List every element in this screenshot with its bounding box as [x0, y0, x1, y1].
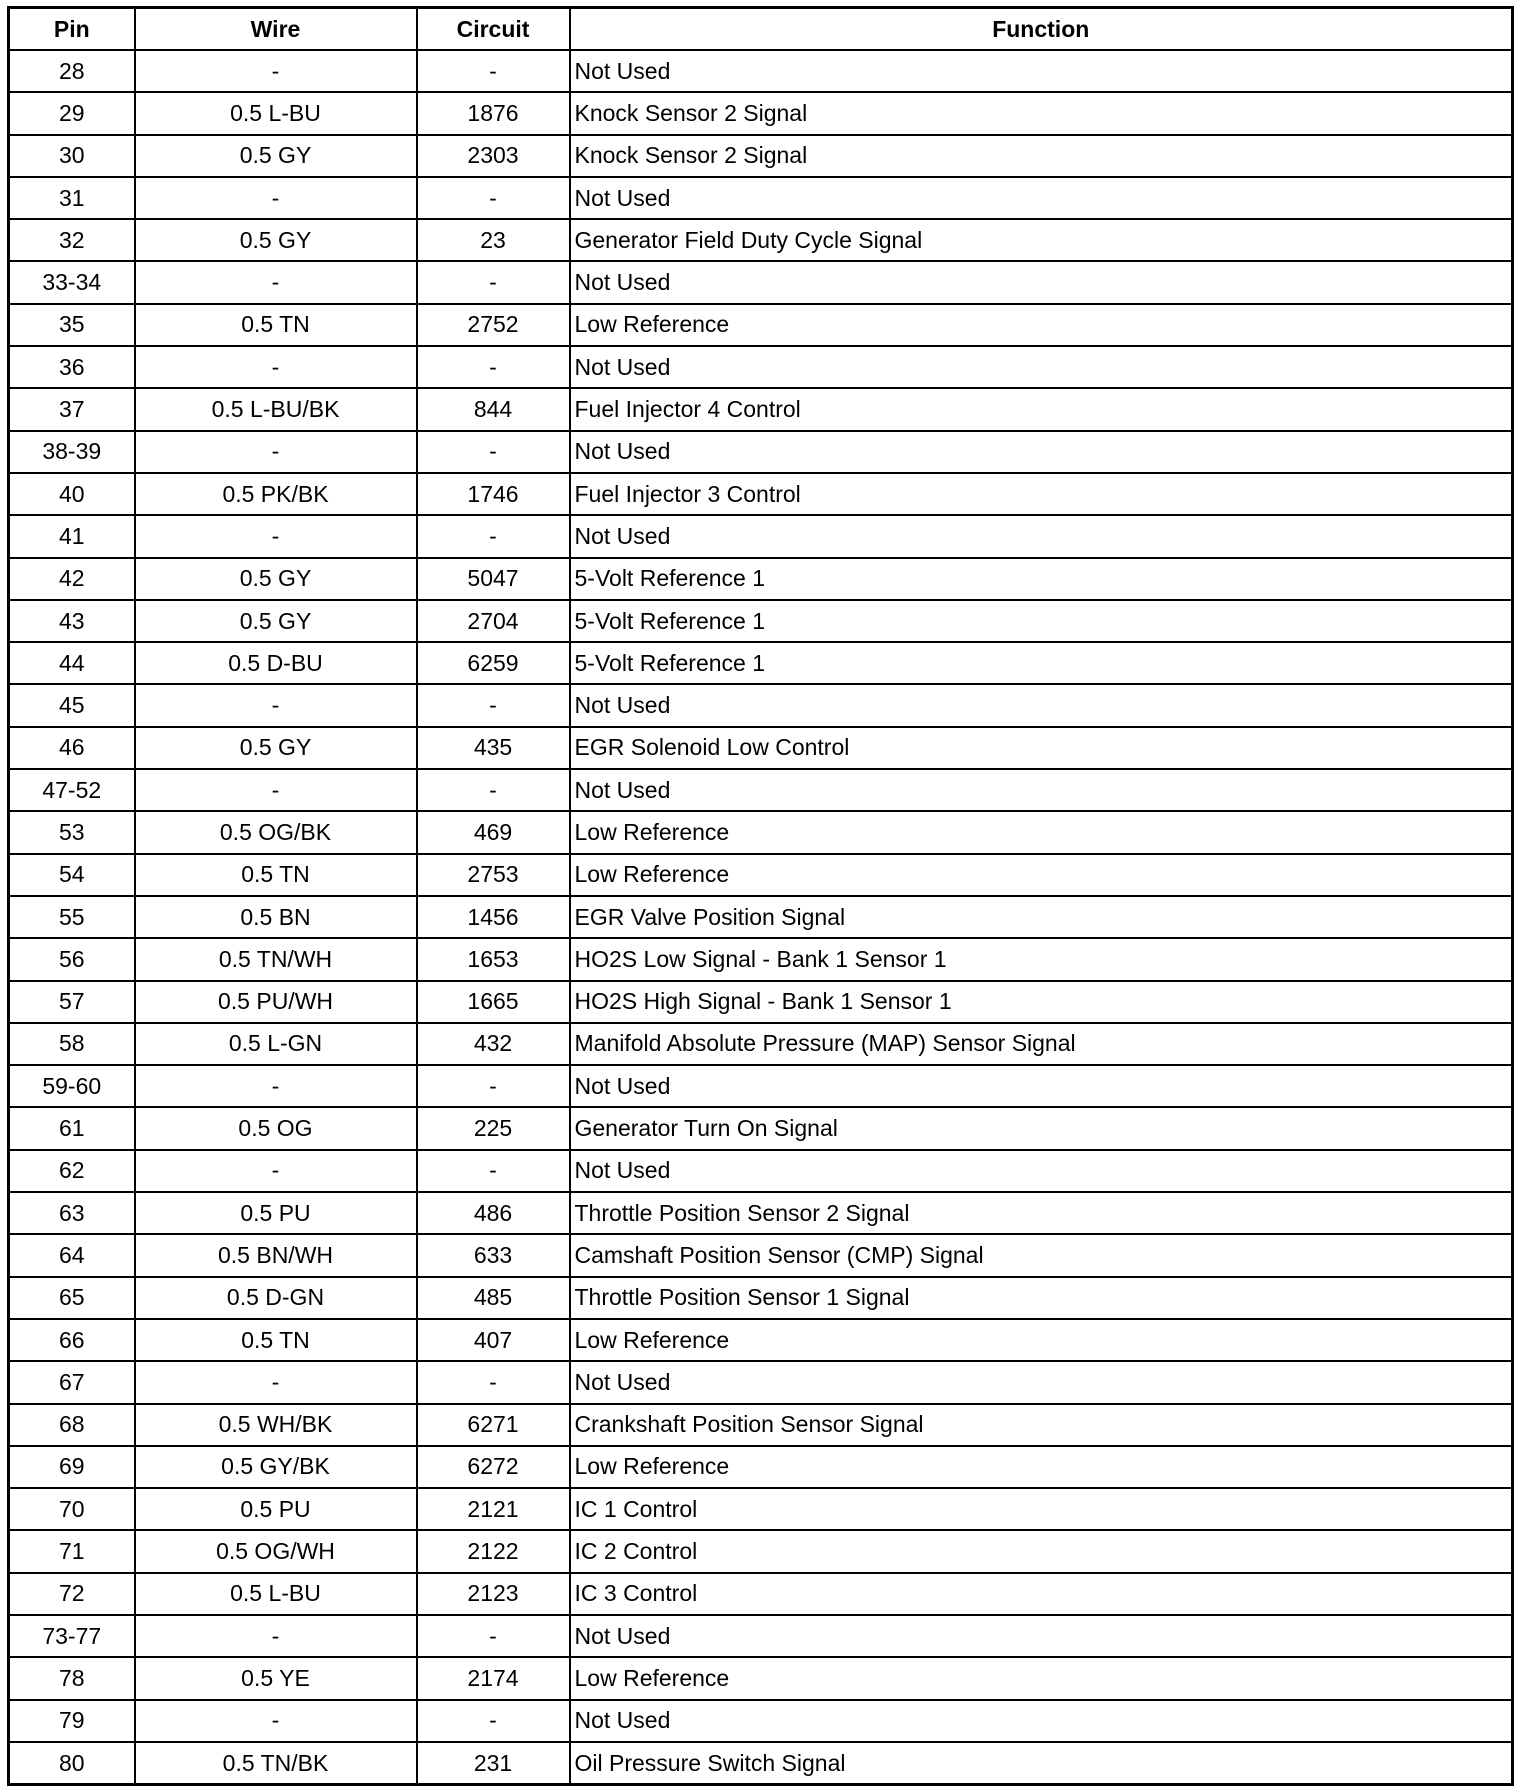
- wire-cell: 0.5 GY: [135, 135, 417, 177]
- wire-cell: -: [135, 1615, 417, 1657]
- circuit-cell: 2122: [417, 1530, 570, 1572]
- pin-cell: 38-39: [9, 431, 135, 473]
- pin-cell: 69: [9, 1446, 135, 1488]
- wire-cell: -: [135, 515, 417, 557]
- table-row: [9, 473, 1513, 515]
- pin-cell: 29: [9, 92, 135, 134]
- header-pin: Pin: [9, 8, 135, 51]
- table-row: [9, 981, 1513, 1023]
- table-row: [9, 727, 1513, 769]
- circuit-cell: -: [417, 1065, 570, 1107]
- function-cell: Low Reference: [570, 304, 1513, 346]
- wire-cell: 0.5 PU: [135, 1192, 417, 1234]
- function-cell: Not Used: [570, 1361, 1513, 1403]
- table-row: [9, 769, 1513, 811]
- table-row: [9, 135, 1513, 177]
- function-cell: Throttle Position Sensor 2 Signal: [570, 1192, 1513, 1234]
- function-cell: Not Used: [570, 1065, 1513, 1107]
- table-row: [9, 1615, 1513, 1657]
- table-body: [9, 50, 1513, 1785]
- table-row: [9, 1361, 1513, 1403]
- pin-cell: 37: [9, 388, 135, 430]
- function-cell: Not Used: [570, 261, 1513, 303]
- pin-cell: 70: [9, 1488, 135, 1530]
- circuit-cell: 1456: [417, 896, 570, 938]
- wire-cell: -: [135, 261, 417, 303]
- function-cell: Low Reference: [570, 1446, 1513, 1488]
- function-cell: Low Reference: [570, 1319, 1513, 1361]
- wire-cell: 0.5 OG/WH: [135, 1530, 417, 1572]
- wire-cell: 0.5 L-GN: [135, 1023, 417, 1065]
- function-cell: Not Used: [570, 1615, 1513, 1657]
- wire-cell: 0.5 GY/BK: [135, 1446, 417, 1488]
- wire-cell: -: [135, 1361, 417, 1403]
- wire-cell: 0.5 PU: [135, 1488, 417, 1530]
- pin-cell: 79: [9, 1700, 135, 1742]
- pin-cell: 57: [9, 981, 135, 1023]
- pin-cell: 54: [9, 854, 135, 896]
- table-row: [9, 811, 1513, 853]
- wire-cell: 0.5 PU/WH: [135, 981, 417, 1023]
- pin-cell: 72: [9, 1573, 135, 1615]
- table-row: [9, 1488, 1513, 1530]
- function-cell: HO2S Low Signal - Bank 1 Sensor 1: [570, 938, 1513, 980]
- pin-cell: 59-60: [9, 1065, 135, 1107]
- table-row: [9, 1530, 1513, 1572]
- table-row: [9, 1023, 1513, 1065]
- wire-cell: 0.5 D-GN: [135, 1277, 417, 1319]
- table-row: [9, 896, 1513, 938]
- table-row: [9, 431, 1513, 473]
- circuit-cell: 1746: [417, 473, 570, 515]
- table-row: [9, 1573, 1513, 1615]
- circuit-cell: 2123: [417, 1573, 570, 1615]
- circuit-cell: -: [417, 1615, 570, 1657]
- circuit-cell: 23: [417, 219, 570, 261]
- function-cell: Fuel Injector 4 Control: [570, 388, 1513, 430]
- circuit-cell: -: [417, 1150, 570, 1192]
- table-row: [9, 1107, 1513, 1149]
- pin-cell: 32: [9, 219, 135, 261]
- pin-cell: 66: [9, 1319, 135, 1361]
- function-cell: Not Used: [570, 515, 1513, 557]
- circuit-cell: 633: [417, 1234, 570, 1276]
- circuit-cell: 1876: [417, 92, 570, 134]
- function-cell: IC 3 Control: [570, 1573, 1513, 1615]
- header-wire: Wire: [135, 8, 417, 51]
- circuit-cell: 2174: [417, 1657, 570, 1699]
- circuit-cell: 2752: [417, 304, 570, 346]
- pin-cell: 42: [9, 558, 135, 600]
- pin-cell: 68: [9, 1404, 135, 1446]
- pin-cell: 41: [9, 515, 135, 557]
- function-cell: Not Used: [570, 431, 1513, 473]
- wire-cell: -: [135, 50, 417, 92]
- pin-cell: 67: [9, 1361, 135, 1403]
- circuit-cell: -: [417, 431, 570, 473]
- table-row: [9, 684, 1513, 726]
- pin-cell: 28: [9, 50, 135, 92]
- pin-cell: 71: [9, 1530, 135, 1572]
- wire-cell: -: [135, 1700, 417, 1742]
- table-row: [9, 388, 1513, 430]
- pin-cell: 43: [9, 600, 135, 642]
- pin-cell: 62: [9, 1150, 135, 1192]
- pin-cell: 61: [9, 1107, 135, 1149]
- header-circuit: Circuit: [417, 8, 570, 51]
- function-cell: Throttle Position Sensor 1 Signal: [570, 1277, 1513, 1319]
- function-cell: EGR Solenoid Low Control: [570, 727, 1513, 769]
- pin-cell: 44: [9, 642, 135, 684]
- function-cell: Knock Sensor 2 Signal: [570, 92, 1513, 134]
- table-row: [9, 261, 1513, 303]
- pin-cell: 46: [9, 727, 135, 769]
- circuit-cell: 2303: [417, 135, 570, 177]
- function-cell: IC 1 Control: [570, 1488, 1513, 1530]
- circuit-cell: -: [417, 1700, 570, 1742]
- function-cell: Knock Sensor 2 Signal: [570, 135, 1513, 177]
- table-row: [9, 1277, 1513, 1319]
- wire-cell: 0.5 L-BU: [135, 92, 417, 134]
- table-row: [9, 1657, 1513, 1699]
- circuit-cell: 2753: [417, 854, 570, 896]
- function-cell: HO2S High Signal - Bank 1 Sensor 1: [570, 981, 1513, 1023]
- table-row: [9, 1319, 1513, 1361]
- wire-cell: 0.5 GY: [135, 558, 417, 600]
- function-cell: Oil Pressure Switch Signal: [570, 1742, 1513, 1785]
- pin-cell: 53: [9, 811, 135, 853]
- wire-cell: -: [135, 346, 417, 388]
- wire-cell: 0.5 YE: [135, 1657, 417, 1699]
- circuit-cell: -: [417, 684, 570, 726]
- wire-cell: -: [135, 769, 417, 811]
- wire-cell: 0.5 BN/WH: [135, 1234, 417, 1276]
- circuit-cell: -: [417, 261, 570, 303]
- circuit-cell: 2704: [417, 600, 570, 642]
- function-cell: Not Used: [570, 1700, 1513, 1742]
- pin-cell: 80: [9, 1742, 135, 1785]
- pin-cell: 64: [9, 1234, 135, 1276]
- wire-cell: 0.5 TN: [135, 1319, 417, 1361]
- wire-cell: 0.5 D-BU: [135, 642, 417, 684]
- circuit-cell: 6272: [417, 1446, 570, 1488]
- circuit-cell: 844: [417, 388, 570, 430]
- circuit-cell: 469: [417, 811, 570, 853]
- function-cell: Fuel Injector 3 Control: [570, 473, 1513, 515]
- table-row: [9, 1742, 1513, 1785]
- circuit-cell: 2121: [417, 1488, 570, 1530]
- circuit-cell: -: [417, 769, 570, 811]
- table-row: [9, 50, 1513, 92]
- wire-cell: 0.5 L-BU/BK: [135, 388, 417, 430]
- pin-cell: 55: [9, 896, 135, 938]
- function-cell: 5-Volt Reference 1: [570, 642, 1513, 684]
- circuit-cell: 6259: [417, 642, 570, 684]
- function-cell: Camshaft Position Sensor (CMP) Signal: [570, 1234, 1513, 1276]
- function-cell: Generator Turn On Signal: [570, 1107, 1513, 1149]
- table-row: [9, 1404, 1513, 1446]
- pin-cell: 58: [9, 1023, 135, 1065]
- function-cell: Not Used: [570, 346, 1513, 388]
- circuit-cell: 486: [417, 1192, 570, 1234]
- circuit-cell: 485: [417, 1277, 570, 1319]
- pin-cell: 31: [9, 177, 135, 219]
- wire-cell: -: [135, 684, 417, 726]
- wire-cell: 0.5 PK/BK: [135, 473, 417, 515]
- wire-cell: 0.5 GY: [135, 600, 417, 642]
- table-row: [9, 219, 1513, 261]
- table-row: [9, 1234, 1513, 1276]
- function-cell: Low Reference: [570, 1657, 1513, 1699]
- wire-cell: 0.5 GY: [135, 727, 417, 769]
- wire-cell: 0.5 WH/BK: [135, 1404, 417, 1446]
- wire-cell: 0.5 TN/WH: [135, 938, 417, 980]
- function-cell: EGR Valve Position Signal: [570, 896, 1513, 938]
- table-row: [9, 92, 1513, 134]
- pin-cell: 63: [9, 1192, 135, 1234]
- table-row: [9, 346, 1513, 388]
- pin-cell: 73-77: [9, 1615, 135, 1657]
- pin-cell: 78: [9, 1657, 135, 1699]
- circuit-cell: 225: [417, 1107, 570, 1149]
- wire-cell: -: [135, 431, 417, 473]
- circuit-cell: 5047: [417, 558, 570, 600]
- table-row: [9, 558, 1513, 600]
- function-cell: 5-Volt Reference 1: [570, 600, 1513, 642]
- function-cell: Not Used: [570, 684, 1513, 726]
- wire-cell: -: [135, 1065, 417, 1107]
- table-row: [9, 1065, 1513, 1107]
- function-cell: Not Used: [570, 769, 1513, 811]
- function-cell: IC 2 Control: [570, 1530, 1513, 1572]
- pin-cell: 33-34: [9, 261, 135, 303]
- table-row: [9, 1150, 1513, 1192]
- circuit-cell: 435: [417, 727, 570, 769]
- table-row: [9, 642, 1513, 684]
- table-row: [9, 304, 1513, 346]
- wire-cell: 0.5 L-BU: [135, 1573, 417, 1615]
- wire-cell: 0.5 TN: [135, 304, 417, 346]
- circuit-cell: -: [417, 346, 570, 388]
- wire-cell: -: [135, 1150, 417, 1192]
- function-cell: Not Used: [570, 177, 1513, 219]
- wire-cell: 0.5 BN: [135, 896, 417, 938]
- header-function: Function: [570, 8, 1513, 51]
- header-row: [9, 8, 1513, 51]
- circuit-cell: 1665: [417, 981, 570, 1023]
- circuit-cell: 407: [417, 1319, 570, 1361]
- function-cell: Manifold Absolute Pressure (MAP) Sensor Signal: [570, 1023, 1513, 1065]
- table-row: [9, 177, 1513, 219]
- pin-cell: 40: [9, 473, 135, 515]
- wire-cell: 0.5 TN/BK: [135, 1742, 417, 1785]
- circuit-cell: 432: [417, 1023, 570, 1065]
- pinout-table: [7, 6, 1514, 1786]
- table-row: [9, 515, 1513, 557]
- function-cell: Low Reference: [570, 811, 1513, 853]
- wire-cell: -: [135, 177, 417, 219]
- pin-cell: 45: [9, 684, 135, 726]
- table-row: [9, 600, 1513, 642]
- wire-cell: 0.5 GY: [135, 219, 417, 261]
- wire-cell: 0.5 TN: [135, 854, 417, 896]
- function-cell: Not Used: [570, 1150, 1513, 1192]
- function-cell: Low Reference: [570, 854, 1513, 896]
- circuit-cell: -: [417, 50, 570, 92]
- function-cell: 5-Volt Reference 1: [570, 558, 1513, 600]
- pin-cell: 47-52: [9, 769, 135, 811]
- circuit-cell: 231: [417, 1742, 570, 1785]
- table-row: [9, 1446, 1513, 1488]
- circuit-cell: 1653: [417, 938, 570, 980]
- circuit-cell: -: [417, 1361, 570, 1403]
- function-cell: Generator Field Duty Cycle Signal: [570, 219, 1513, 261]
- circuit-cell: -: [417, 515, 570, 557]
- pin-cell: 36: [9, 346, 135, 388]
- table-row: [9, 854, 1513, 896]
- table-row: [9, 1700, 1513, 1742]
- wire-cell: 0.5 OG: [135, 1107, 417, 1149]
- pin-cell: 30: [9, 135, 135, 177]
- table-row: [9, 1192, 1513, 1234]
- pin-cell: 35: [9, 304, 135, 346]
- function-cell: Not Used: [570, 50, 1513, 92]
- pin-cell: 56: [9, 938, 135, 980]
- wire-cell: 0.5 OG/BK: [135, 811, 417, 853]
- pin-cell: 65: [9, 1277, 135, 1319]
- function-cell: Crankshaft Position Sensor Signal: [570, 1404, 1513, 1446]
- circuit-cell: 6271: [417, 1404, 570, 1446]
- table-row: [9, 938, 1513, 980]
- circuit-cell: -: [417, 177, 570, 219]
